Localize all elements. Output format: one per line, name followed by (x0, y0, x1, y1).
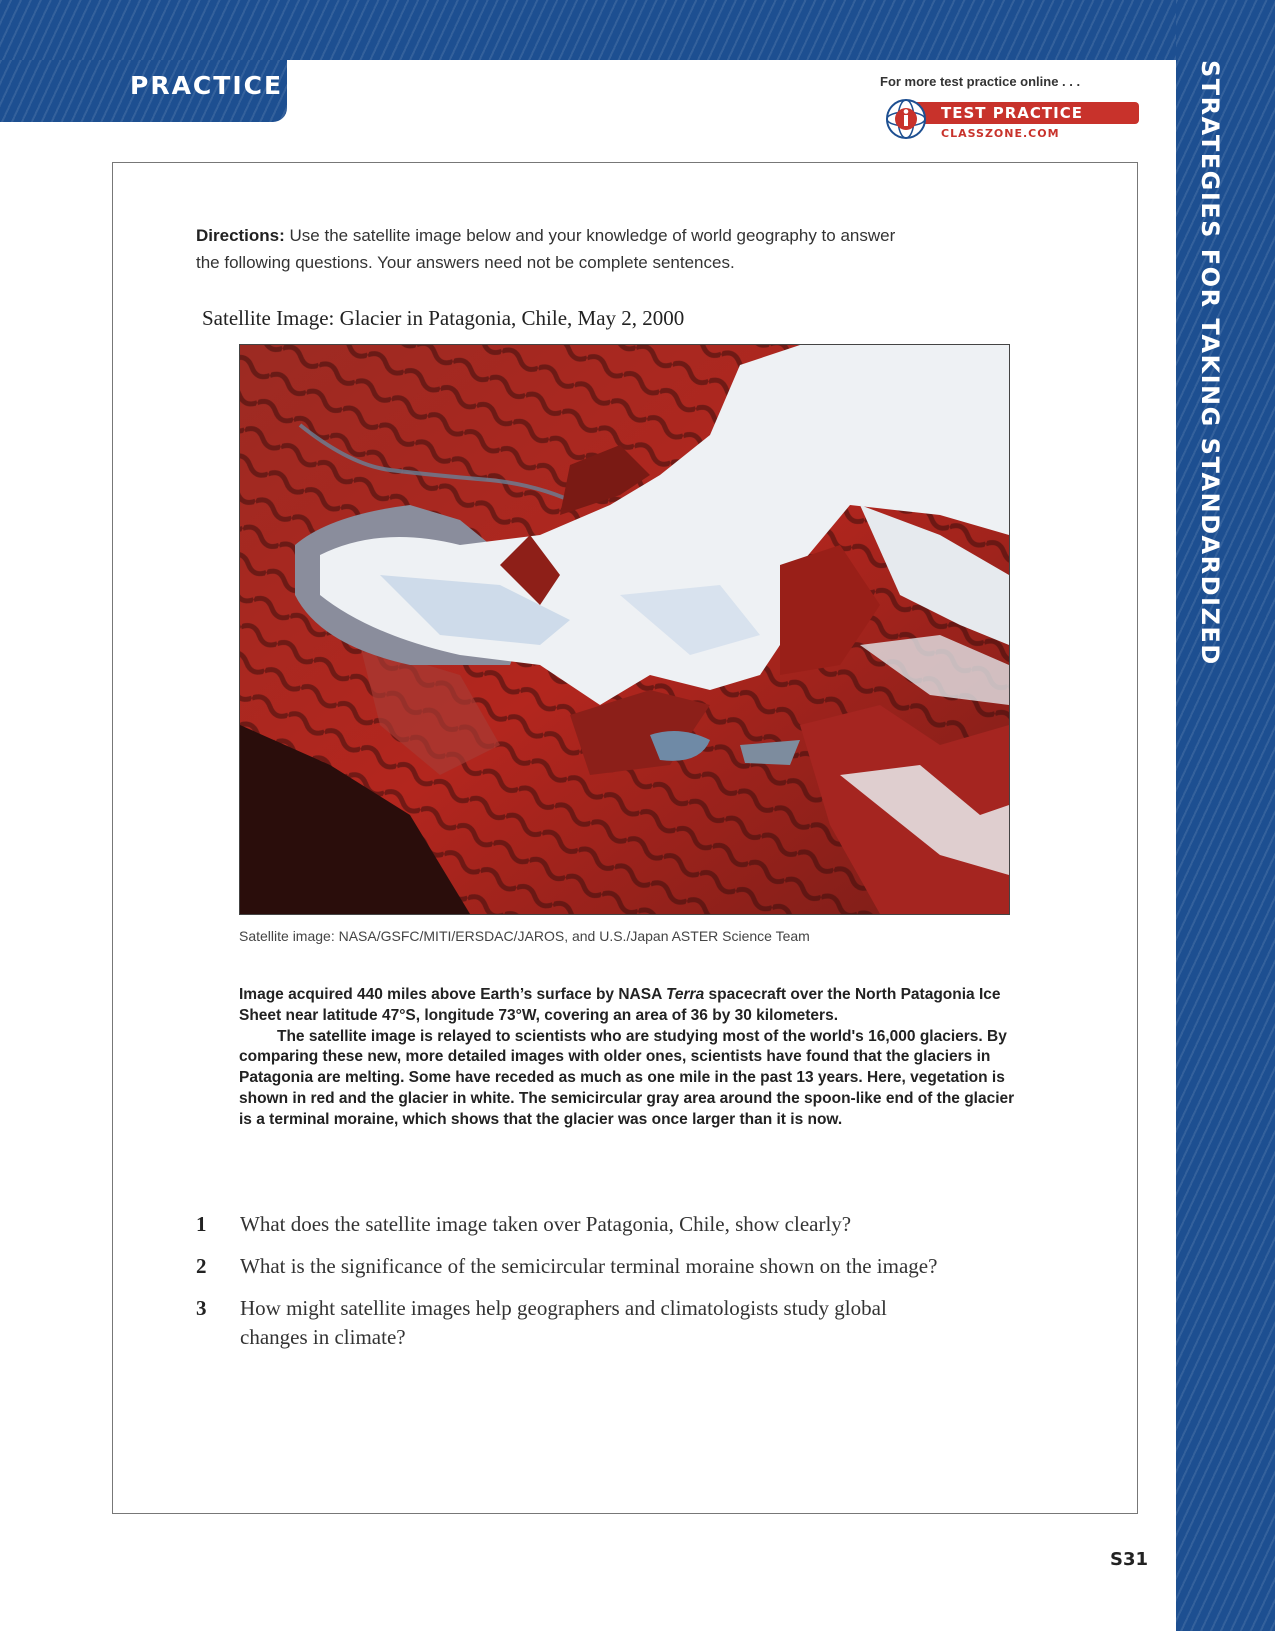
test-practice-badge[interactable] (885, 98, 1139, 140)
top-border-band (0, 0, 1275, 60)
question-list (196, 1210, 956, 1365)
caption-p1-start: Image acquired 440 miles above Earth’s surface by NASA (239, 986, 666, 1003)
badge-subtitle: CLASSZONE.COM (941, 127, 1060, 140)
question-text: How might satellite images help geographers and climatologists study global changes in climate? (240, 1296, 887, 1349)
caption-p1-italic: Terra (666, 986, 705, 1003)
info-globe-icon (885, 98, 927, 140)
question-text: What is the significance of the semicircular terminal moraine shown on the image? (240, 1254, 938, 1278)
question-number: 1 (196, 1212, 207, 1236)
question-item (196, 1294, 956, 1352)
question-item (196, 1252, 956, 1281)
badge-title: TEST PRACTICE (941, 104, 1083, 122)
directions-text: Use the satellite image below and your knowledge of world geography to answer the following questions. Your answers need not be complete sentences. (196, 226, 896, 272)
caption-paragraph-1 (239, 985, 1019, 1027)
question-number: 2 (196, 1254, 207, 1278)
practice-label: PRACTICE (130, 71, 284, 100)
directions (196, 222, 916, 276)
side-section-title: STRATEGIES FOR TAKING STANDARDIZED TESTS (1146, 60, 1224, 666)
question-number: 3 (196, 1296, 207, 1320)
image-caption (239, 985, 1019, 1131)
question-text: What does the satellite image taken over Patagonia, Chile, show clearly? (240, 1212, 852, 1236)
satellite-image (239, 344, 1010, 915)
image-credit: Satellite image: NASA/GSFC/MITI/ERSDAC/JAROS, and U.S./Japan ASTER Science Team (239, 928, 810, 944)
directions-label: Directions: (196, 226, 285, 245)
caption-p1-end: spacecraft over the North Patagonia Ice Sheet near latitude 47°S, longitude 73°W, covering an area of 36 by 30 kilometers. (239, 986, 1001, 1024)
question-item (196, 1210, 956, 1239)
figure-title: Satellite Image: Glacier in Patagonia, Chile, May 2, 2000 (202, 306, 685, 330)
caption-paragraph-2: The satellite image is relayed to scientists who are studying most of the world's 16,000 glaciers. By comparing these new, more detailed images with older ones, scientists have found that the glaciers in Patagonia are melting. Some have receded as much as one mile in the past 13 years. Here, vegetation is shown in red and the glacier in white. The semicircular gray area around the spoon-like end of the glacier is a terminal moraine, which shows that the glacier was once larger than it is now. (239, 1027, 1015, 1128)
page-number: S31 (1110, 1549, 1149, 1570)
online-practice-text: For more test practice online . . . (880, 74, 1081, 89)
